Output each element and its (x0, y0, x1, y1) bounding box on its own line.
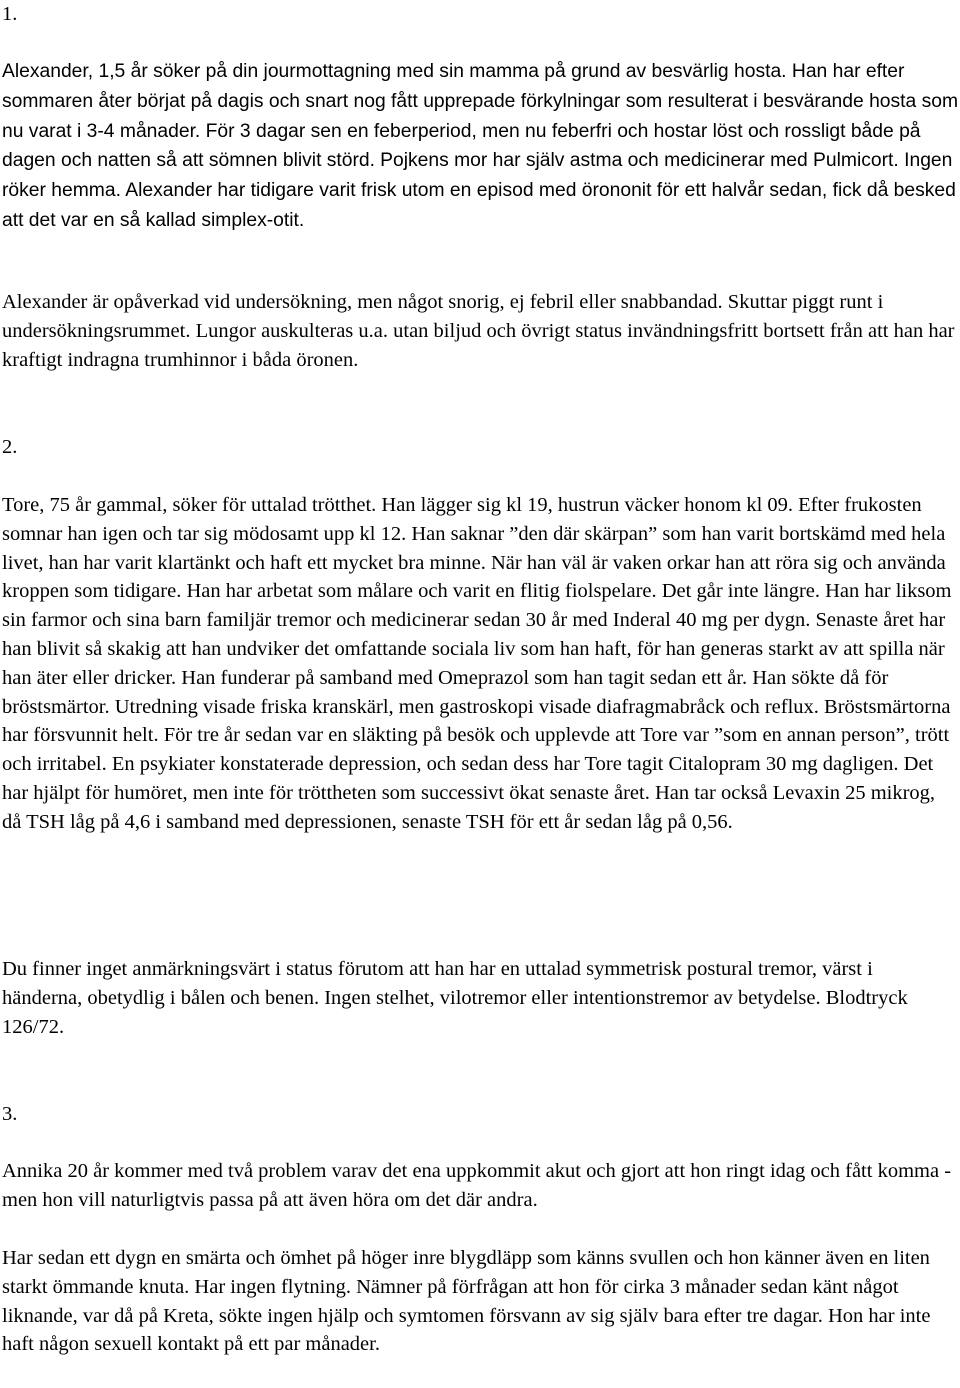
case-1-family-text: Pojkens mor har själv astma och medicinerar med Pulmicort. Ingen röker hemma. Alexander har tidigare varit frisk utom en episod med örononit för ett halvår sedan, fick då besked att det var en så kallad simplex-otit. (2, 150, 956, 231)
case-2-history-text: Tore, 75 år gammal, söker för uttalad trötthet. Han lägger sig kl 19, hustrun väcker honom kl 09. Efter frukosten somnar han igen och tar sig mödosamt upp kl 12. Han saknar ”den där skärpan” som han varit bortskämd med hela livet, han har varit klartänkt och haft ett mycket bra minne. När han väl är vaken orkar han att röra sig och använda kroppen som tidigare. Han har arbetat som målare och varit en flitig fiolspelare. Det går inte längre. Han har liksom sin farmor och sina barn familjär tremor och medicinerar sedan 30 år med Inderal 40 mg per dygn. Senaste året har han blivit så skakig att han undviker det omfattande sociala liv som han haft, för han generas starkt av att spilla när han äter eller dricker. Han funderar på samband med Omeprazol som han tagit sedan ett år. Han sökte då för bröstsmärtor. Utredning visade friska kranskärl, men gastroskopi visade diafragmabråck och reflux. Bröstsmärtorna har försvunnit helt. För tre år sedan var en släkting på besök och upplevde att Tore var ”som en annan person”, trött och irritabel. En psykiater konstaterade depression, och sedan dess har Tore tagit Citalopram 30 mg dagligen. Det har hjälpt för humöret, men inte för tröttheten som successivt ökat senaste året. Han tar också Levaxin 25 mikrog, då TSH låg på 4,6 i samband med depressionen, senaste TSH för ett år sedan låg på 0,56. (2, 494, 952, 833)
case-1-history-text: Alexander, 1,5 år söker på din jourmottagning med sin mamma på grund av besvärlig hosta. Han har efter sommaren åter börjat på dagis och snart nog fått upprepade förkylningar som resulterat i besvärande hosta som nu varat i 3-4 månader. För 3 dagar sen en feberperiod, men nu feberfri och hostar löst och rossligt både på dagen och natten så att sömnen blivit störd. (2, 61, 959, 172)
case-2-number: 2. (2, 436, 18, 458)
case-1-number-block (2, 0, 958, 29)
case-2-status-text: Du finner inget anmärkningsvärt i status förutom att han har en uttalad symmetrisk postural tremor, värst i händerna, obetydlig i bålen och benen. Ingen stelhet, vilotremor eller intentionstremor av betydelse. Blodtryck 126/72. (2, 958, 908, 1038)
case-1-number: 1. (2, 3, 18, 25)
case-1-status-text: Alexander är opåverkad vid undersökning, men något snorig, ej febril eller snabbandad. Skuttar piggt runt i undersökningsrummet. Lungor auskulteras u.a. utan biljud och övrigt status invändningsfritt bortsett från att han har kraftigt indragna trumhinnor i båda öronen. (2, 291, 955, 371)
case-2-paragraph-2 (2, 955, 958, 1041)
case-1-paragraph-1 (2, 57, 958, 236)
case-2-number-block (2, 433, 958, 462)
case-3-number-block (2, 1100, 958, 1129)
case-3-number: 3. (2, 1103, 18, 1125)
case-3-history-text: Har sedan ett dygn en smärta och ömhet på höger inre blygdläpp som känns svullen och hon känner även en liten starkt ömmande knuta. Har ingen flytning. Nämner på förfrågan att hon för cirka 3 månader sedan känt något liknande, var då på Kreta, sökte ingen hjälp och symtomen försvann av sig själv bara efter tre dagar. Hon har inte haft någon sexuell kontakt på ett par månader. (2, 1247, 931, 1356)
case-2-paragraph-1 (2, 491, 958, 837)
case-1-paragraph-2 (2, 288, 958, 374)
case-3-intro-text: Annika 20 år kommer med två problem varav det ena uppkommit akut och gjort att hon ringt idag och fått komma - men hon vill naturligtvis passa på att även höra om det där andra. (2, 1160, 952, 1211)
case-3-paragraph-1 (2, 1157, 958, 1215)
case-3-paragraph-2 (2, 1244, 958, 1359)
